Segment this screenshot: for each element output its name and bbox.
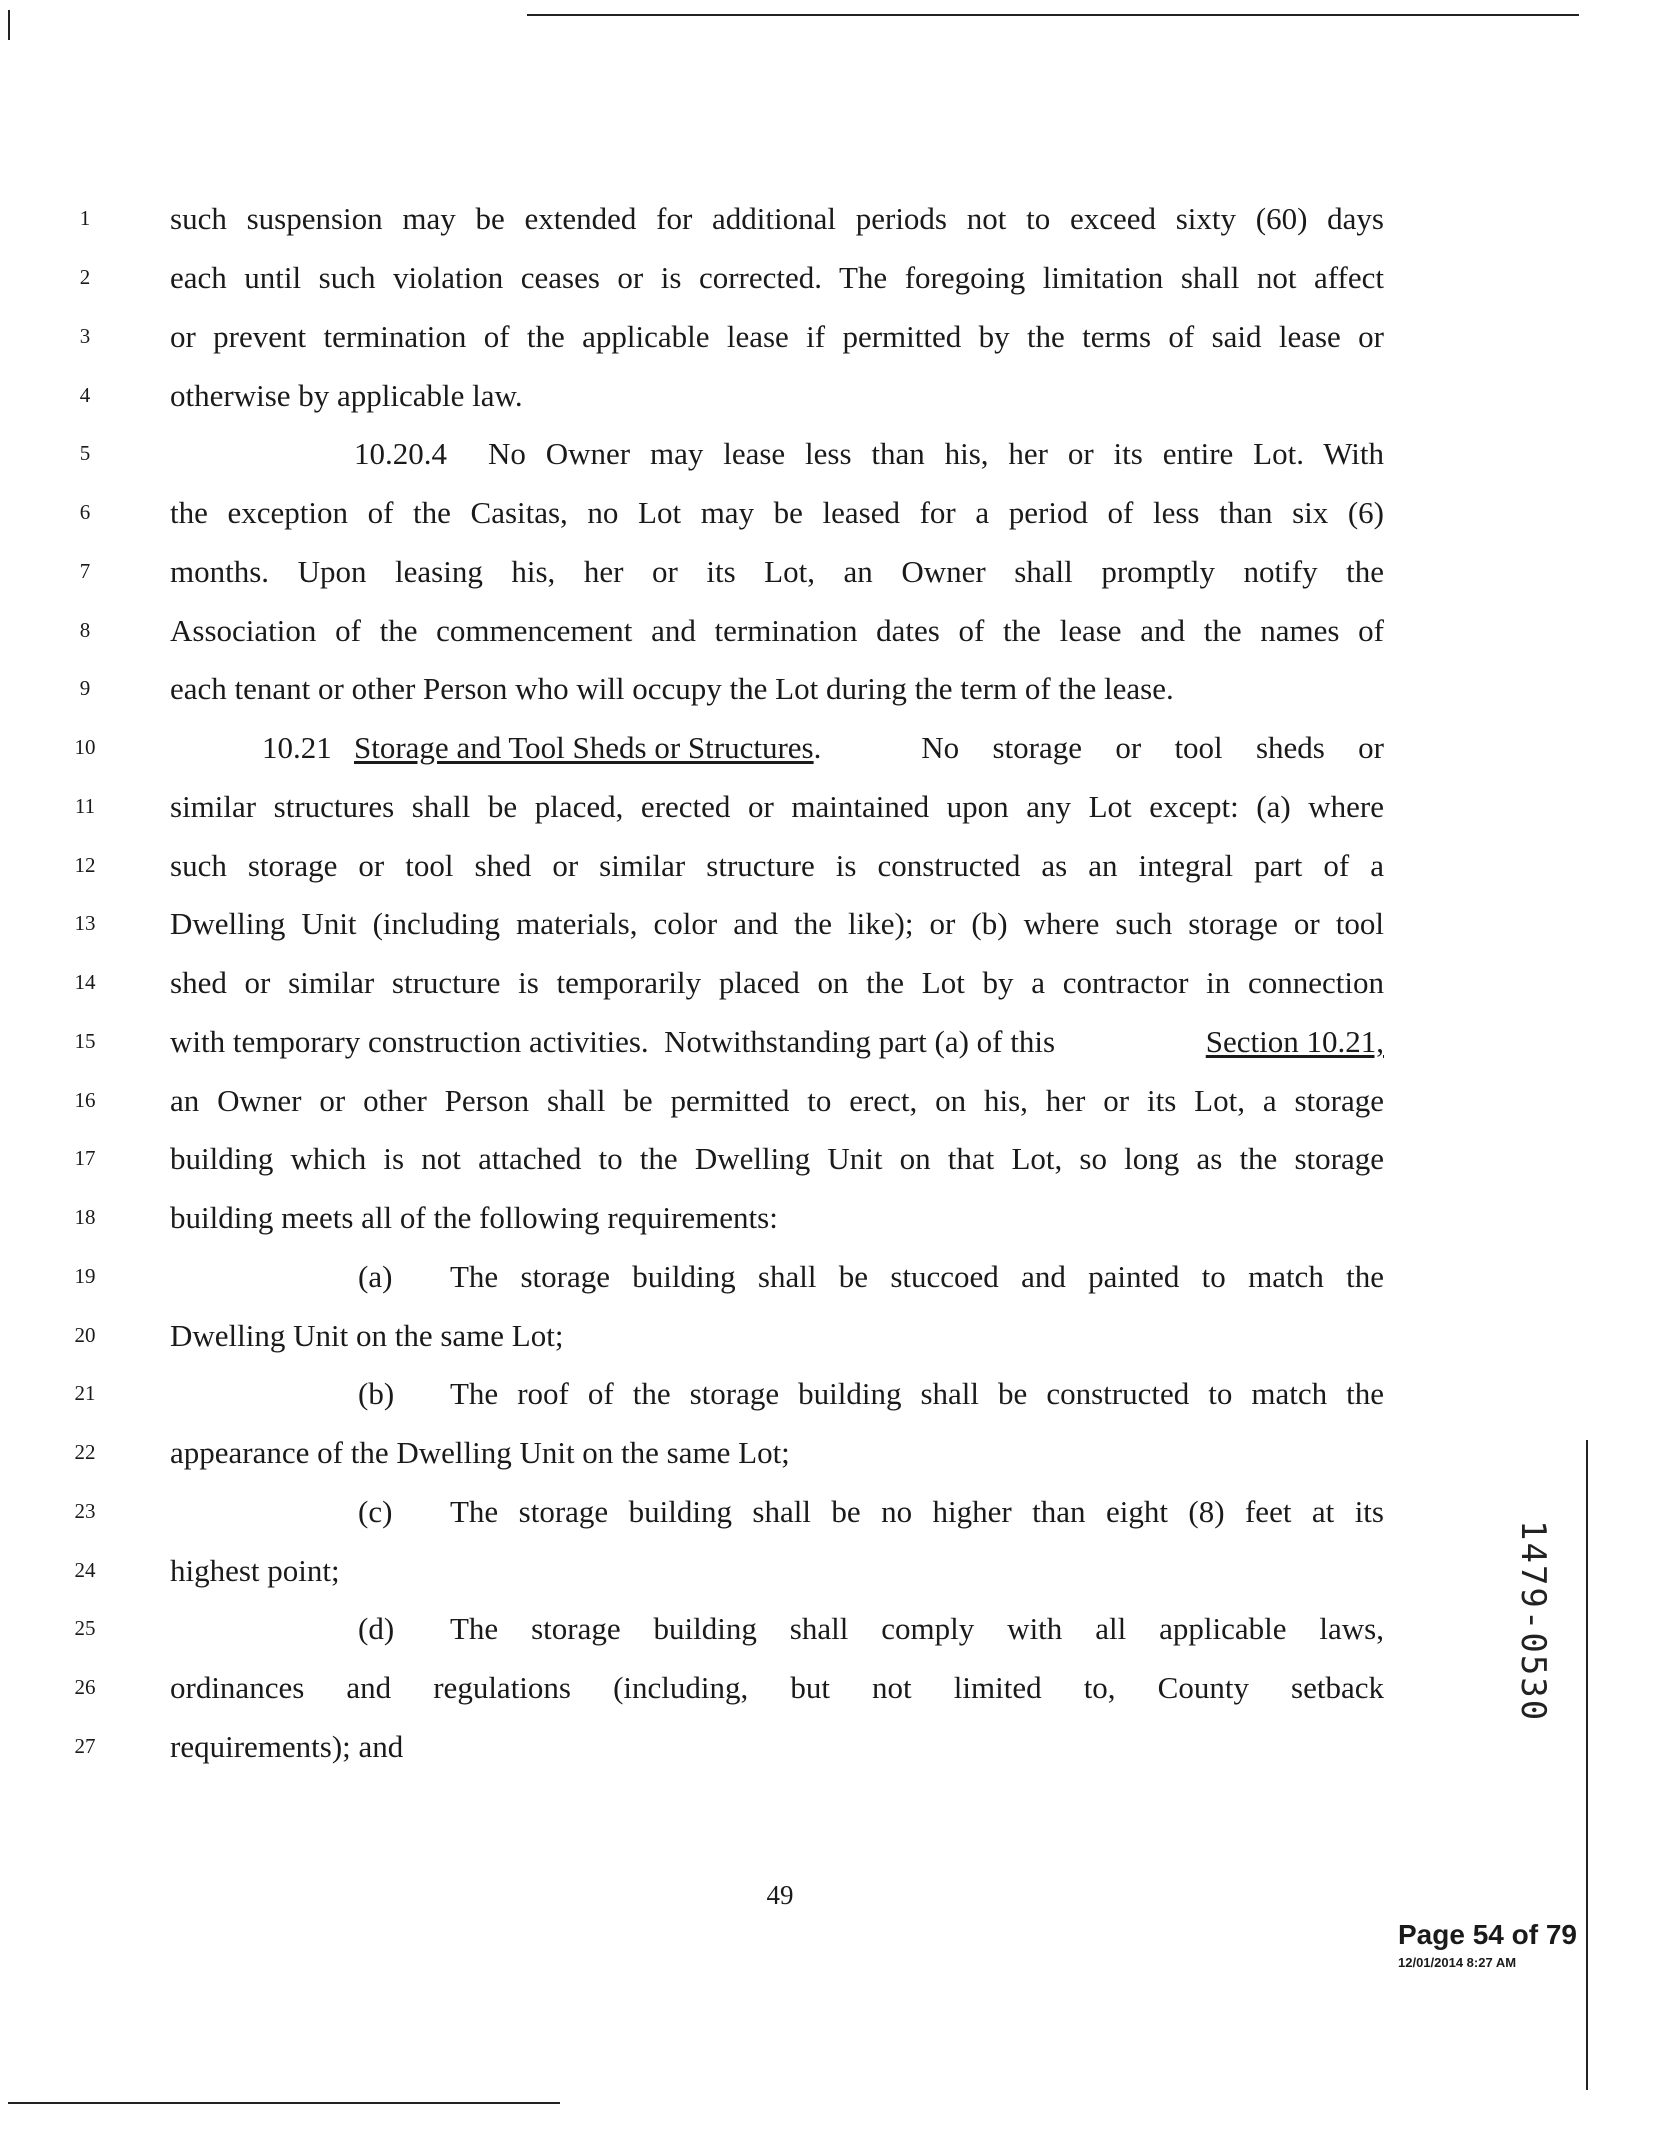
text-line: building meets all of the following requirements: xyxy=(170,1200,778,1235)
text-line: Dwelling Unit on the same Lot; xyxy=(170,1318,564,1353)
line-number: 14 xyxy=(74,970,96,994)
page-counter: Page 54 of 79 xyxy=(1398,1919,1577,1950)
list-item-label: (b) xyxy=(358,1376,395,1411)
text-line: or prevent termination of the applicable lease if permitted by the terms of said lease or xyxy=(170,319,1384,354)
page-timestamp: 12/01/2014 8:27 AM xyxy=(1398,1955,1517,1970)
section-heading: Storage and Tool Sheds or Structures xyxy=(354,730,814,765)
list-item-text: The storage building shall comply with all applicable laws, xyxy=(450,1611,1384,1646)
text-line-body: with temporary construction activities. Notwithstanding part (a) of this xyxy=(170,1024,1063,1059)
line-number: 19 xyxy=(74,1264,96,1288)
text-line: months. Upon leasing his, her or its Lot, an Owner shall promptly notify the xyxy=(170,554,1384,589)
line-number: 9 xyxy=(79,676,91,700)
line-number: 20 xyxy=(74,1323,96,1347)
section-heading-group xyxy=(354,732,1384,763)
text-line: such storage or tool shed or similar structure is constructed as an integral part of a xyxy=(170,848,1384,883)
section-reference-link[interactable]: Section 10.21, xyxy=(1205,1024,1384,1059)
text-line: requirements); and xyxy=(170,1729,404,1764)
line-number: 15 xyxy=(74,1029,96,1053)
text-line: appearance of the Dwelling Unit on the same Lot; xyxy=(170,1435,790,1470)
line-number: 26 xyxy=(74,1675,96,1699)
text-line: building which is not attached to the Dwelling Unit on that Lot, so long as the storage xyxy=(170,1141,1384,1176)
section-number: 10.21 xyxy=(262,730,332,765)
line-number: 2 xyxy=(79,265,91,289)
list-item-label: (a) xyxy=(358,1259,393,1294)
text-line: each tenant or other Person who will occupy the Lot during the term of the lease. xyxy=(170,671,1174,706)
line-number: 27 xyxy=(74,1734,96,1758)
subsection-text: No Owner may lease less than his, her or its entire Lot. With xyxy=(488,436,1384,471)
line-number: 17 xyxy=(74,1146,96,1170)
line-number: 3 xyxy=(79,324,91,348)
list-item-label: (d) xyxy=(358,1611,395,1646)
line-number: 16 xyxy=(74,1088,96,1112)
text-line: Dwelling Unit (including materials, color and the like); or (b) where such storage or tool xyxy=(170,906,1384,941)
line-number: 1 xyxy=(79,206,91,230)
recording-number-stamp: 1479-0530 xyxy=(1513,1520,1553,1723)
line-number: 4 xyxy=(79,383,91,407)
text-line: shed or similar structure is temporarily placed on the Lot by a contractor in connection xyxy=(170,965,1384,1000)
text-line: each until such violation ceases or is corrected. The foregoing limitation shall not affect xyxy=(170,260,1384,295)
line-number: 22 xyxy=(74,1440,96,1464)
line-number: 6 xyxy=(79,500,91,524)
text-line: Association of the commencement and termination dates of the lease and the names of xyxy=(170,613,1384,648)
line-number: 25 xyxy=(74,1616,96,1640)
bottom-rule xyxy=(8,2102,560,2104)
list-item-text: The roof of the storage building shall be constructed to match the xyxy=(450,1376,1384,1411)
text-line: ordinances and regulations (including, but not limited to, County setback xyxy=(170,1670,1384,1705)
text-line: such suspension may be extended for additional periods not to exceed sixty (60) days xyxy=(170,201,1384,236)
text-line: highest point; xyxy=(170,1553,340,1588)
line-number: 10 xyxy=(74,735,96,759)
line-number: 12 xyxy=(74,853,96,877)
list-item-text: The storage building shall be stuccoed and painted to match the xyxy=(450,1259,1384,1294)
section-heading-text: . No storage or tool sheds or xyxy=(813,730,1384,765)
text-line: similar structures shall be placed, erected or maintained upon any Lot except: (a) where xyxy=(170,789,1384,824)
text-line: an Owner or other Person shall be permitted to erect, on his, her or its Lot, a storage xyxy=(170,1083,1384,1118)
page-number: 49 xyxy=(766,1880,794,1910)
text-line xyxy=(170,1026,1384,1057)
right-edge-rule xyxy=(1586,1440,1588,2090)
text-line: the exception of the Casitas, no Lot may be leased for a period of less than six (6) xyxy=(170,495,1384,530)
subsection-number: 10.20.4 xyxy=(354,436,447,471)
line-number: 7 xyxy=(79,559,91,583)
top-rule xyxy=(527,14,1579,16)
line-number: 5 xyxy=(79,441,91,465)
text-line: otherwise by applicable law. xyxy=(170,378,523,413)
line-number: 8 xyxy=(79,618,91,642)
line-number: 24 xyxy=(74,1558,96,1582)
line-number: 11 xyxy=(74,794,96,818)
list-item-text: The storage building shall be no higher than eight (8) feet at its xyxy=(450,1494,1384,1529)
line-number: 21 xyxy=(74,1381,96,1405)
left-edge-tick xyxy=(8,10,10,40)
list-item-label: (c) xyxy=(358,1494,393,1529)
line-number: 13 xyxy=(74,911,96,935)
line-number: 23 xyxy=(74,1499,96,1523)
line-number: 18 xyxy=(74,1205,96,1229)
